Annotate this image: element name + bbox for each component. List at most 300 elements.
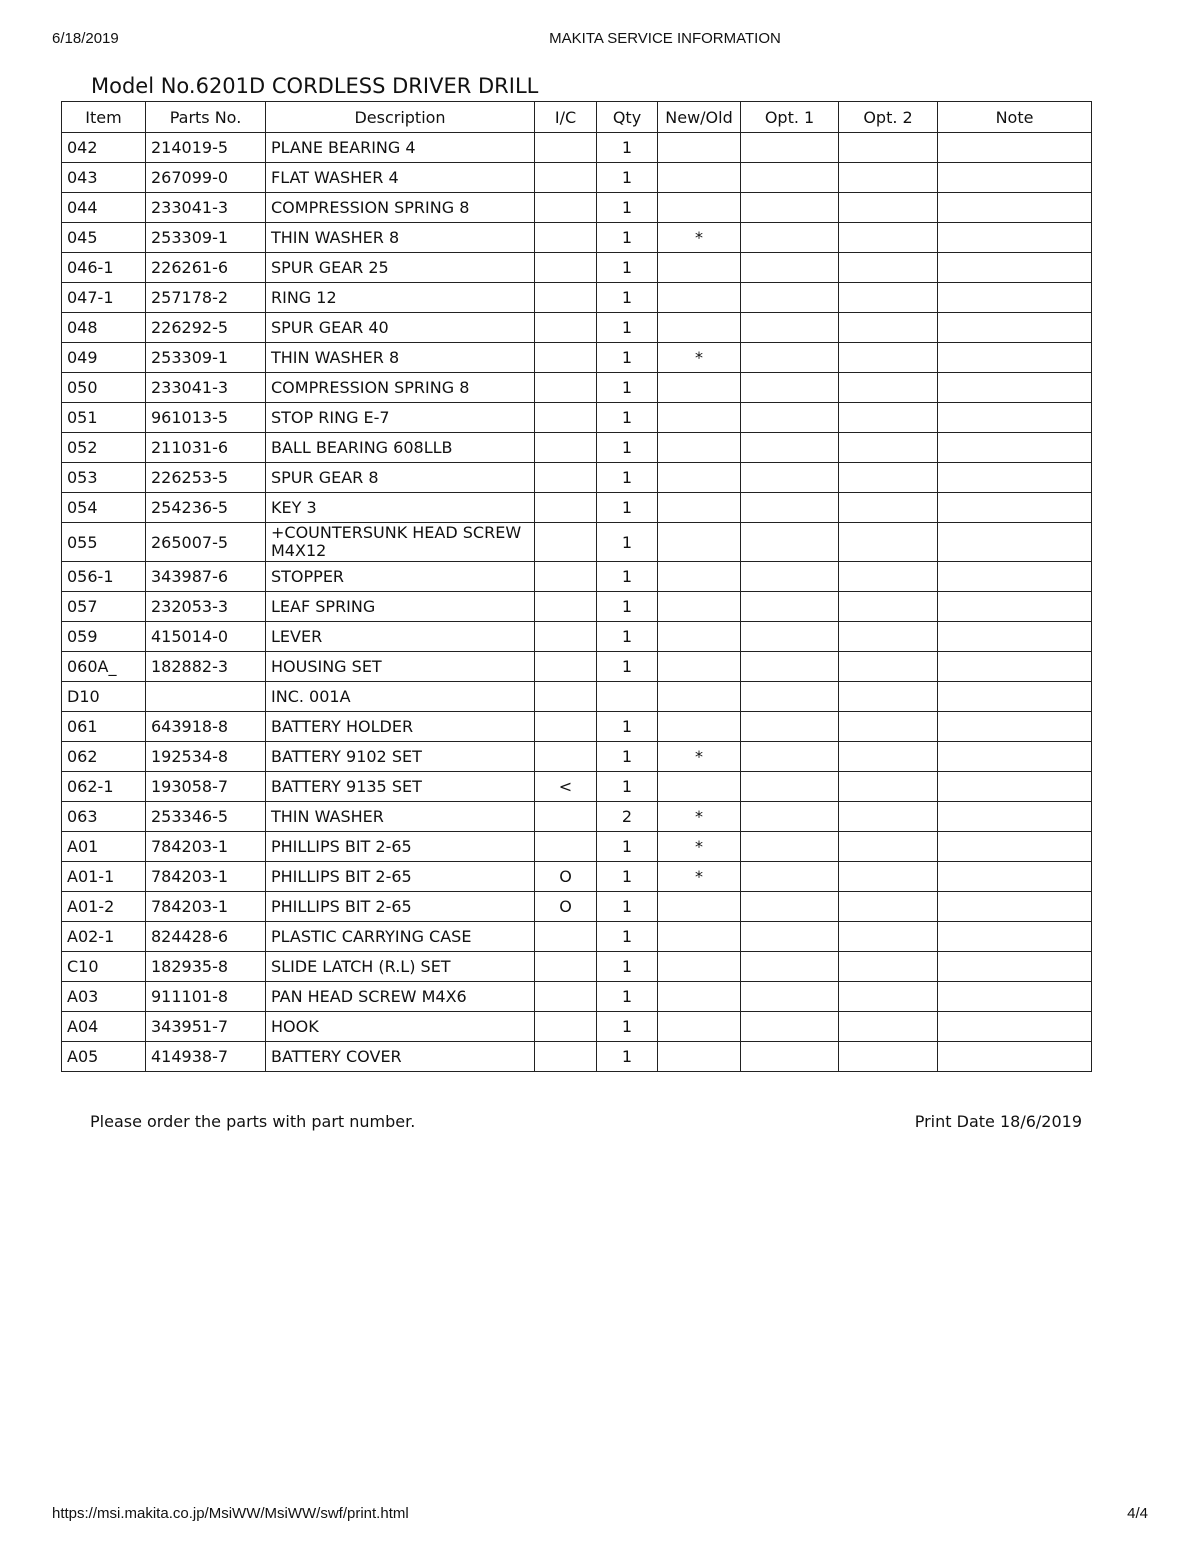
table-row (62, 493, 1092, 523)
cell-new-old (658, 523, 741, 562)
cell-ic (535, 463, 597, 493)
cell-note (938, 313, 1092, 343)
cell-item: 046-1 (62, 253, 146, 283)
cell-new-old (658, 682, 741, 712)
cell-ic (535, 283, 597, 313)
cell-qty: 1 (597, 922, 658, 952)
cell-qty: 1 (597, 223, 658, 253)
cell-description: PAN HEAD SCREW M4X6 (266, 982, 535, 1012)
cell-opt1 (741, 592, 839, 622)
cell-ic (535, 343, 597, 373)
cell-opt1 (741, 562, 839, 592)
cell-new-old (658, 313, 741, 343)
cell-new-old (658, 622, 741, 652)
cell-qty: 1 (597, 313, 658, 343)
cell-note (938, 133, 1092, 163)
cell-note (938, 592, 1092, 622)
cell-ic (535, 1012, 597, 1042)
cell-opt2 (839, 712, 938, 742)
cell-description: PLASTIC CARRYING CASE (266, 922, 535, 952)
cell-opt2 (839, 283, 938, 313)
table-row (62, 622, 1092, 652)
cell-opt2 (839, 652, 938, 682)
cell-part-number: 182882-3 (146, 652, 266, 682)
cell-note (938, 862, 1092, 892)
cell-part-number: 232053-3 (146, 592, 266, 622)
cell-new-old (658, 652, 741, 682)
cell-opt1 (741, 463, 839, 493)
cell-opt1 (741, 523, 839, 562)
cell-qty: 1 (597, 1012, 658, 1042)
cell-qty: 1 (597, 592, 658, 622)
cell-opt1 (741, 652, 839, 682)
cell-note (938, 772, 1092, 802)
cell-new-old (658, 193, 741, 223)
cell-part-number (146, 682, 266, 712)
cell-opt2 (839, 373, 938, 403)
cell-ic (535, 253, 597, 283)
cell-item: 053 (62, 463, 146, 493)
cell-description: BATTERY COVER (266, 1042, 535, 1072)
table-row (62, 892, 1092, 922)
cell-ic (535, 802, 597, 832)
cell-part-number: 784203-1 (146, 832, 266, 862)
page-url: https://msi.makita.co.jp/MsiWW/MsiWW/swf/print.html (52, 1505, 409, 1522)
cell-part-number: 254236-5 (146, 493, 266, 523)
cell-item: 048 (62, 313, 146, 343)
cell-ic (535, 622, 597, 652)
cell-ic: O (535, 892, 597, 922)
cell-note (938, 283, 1092, 313)
table-row (62, 343, 1092, 373)
cell-description: BATTERY 9102 SET (266, 742, 535, 772)
cell-note (938, 712, 1092, 742)
cell-opt2 (839, 802, 938, 832)
cell-note (938, 622, 1092, 652)
cell-qty: 1 (597, 712, 658, 742)
cell-new-old: * (658, 802, 741, 832)
cell-ic (535, 742, 597, 772)
cell-part-number: 267099-0 (146, 163, 266, 193)
cell-description: COMPRESSION SPRING 8 (266, 373, 535, 403)
cell-qty: 1 (597, 772, 658, 802)
cell-new-old (658, 562, 741, 592)
cell-item: A05 (62, 1042, 146, 1072)
cell-description: THIN WASHER 8 (266, 223, 535, 253)
cell-part-number: 182935-8 (146, 952, 266, 982)
cell-note (938, 193, 1092, 223)
cell-part-number: 265007-5 (146, 523, 266, 562)
cell-opt1 (741, 982, 839, 1012)
cell-qty: 1 (597, 862, 658, 892)
cell-description: PLANE BEARING 4 (266, 133, 535, 163)
header-title: MAKITA SERVICE INFORMATION (549, 30, 781, 47)
cell-opt1 (741, 862, 839, 892)
cell-opt1 (741, 952, 839, 982)
cell-description: SPUR GEAR 25 (266, 253, 535, 283)
cell-opt1 (741, 433, 839, 463)
cell-opt2 (839, 403, 938, 433)
cell-qty: 1 (597, 463, 658, 493)
cell-part-number: 257178-2 (146, 283, 266, 313)
cell-item: 062 (62, 742, 146, 772)
cell-opt1 (741, 1042, 839, 1072)
cell-opt1 (741, 622, 839, 652)
cell-description: INC. 001A (266, 682, 535, 712)
cell-note (938, 223, 1092, 253)
cell-ic (535, 493, 597, 523)
cell-new-old (658, 982, 741, 1012)
cell-note (938, 493, 1092, 523)
cell-note (938, 802, 1092, 832)
cell-description: COMPRESSION SPRING 8 (266, 193, 535, 223)
cell-opt2 (839, 682, 938, 712)
cell-opt2 (839, 772, 938, 802)
cell-opt1 (741, 193, 839, 223)
cell-new-old (658, 433, 741, 463)
table-row (62, 562, 1092, 592)
table-row (62, 652, 1092, 682)
cell-item: A04 (62, 1012, 146, 1042)
cell-description: HOUSING SET (266, 652, 535, 682)
cell-item: 049 (62, 343, 146, 373)
cell-opt2 (839, 1042, 938, 1072)
cell-item: A01 (62, 832, 146, 862)
cell-ic: O (535, 862, 597, 892)
table-row (62, 223, 1092, 253)
cell-ic (535, 133, 597, 163)
cell-note (938, 832, 1092, 862)
cell-new-old (658, 403, 741, 433)
cell-opt1 (741, 223, 839, 253)
table-row (62, 742, 1092, 772)
cell-ic (535, 982, 597, 1012)
cell-opt2 (839, 952, 938, 982)
cell-item: C10 (62, 952, 146, 982)
cell-opt1 (741, 313, 839, 343)
cell-opt1 (741, 772, 839, 802)
cell-qty: 1 (597, 892, 658, 922)
cell-opt1 (741, 493, 839, 523)
cell-item: 062-1 (62, 772, 146, 802)
cell-opt2 (839, 523, 938, 562)
cell-part-number: 214019-5 (146, 133, 266, 163)
cell-opt1 (741, 403, 839, 433)
cell-item: 054 (62, 493, 146, 523)
column-header: Item (62, 102, 146, 133)
order-note: Please order the parts with part number. (90, 1112, 416, 1131)
cell-ic (535, 562, 597, 592)
cell-part-number: 414938-7 (146, 1042, 266, 1072)
table-row (62, 922, 1092, 952)
cell-note (938, 463, 1092, 493)
cell-new-old (658, 1012, 741, 1042)
cell-qty: 1 (597, 163, 658, 193)
cell-new-old (658, 892, 741, 922)
cell-qty: 1 (597, 493, 658, 523)
cell-qty: 1 (597, 373, 658, 403)
cell-description: KEY 3 (266, 493, 535, 523)
cell-ic: < (535, 772, 597, 802)
cell-new-old: * (658, 343, 741, 373)
cell-opt1 (741, 892, 839, 922)
cell-description: BATTERY 9135 SET (266, 772, 535, 802)
cell-opt2 (839, 493, 938, 523)
table-row (62, 463, 1092, 493)
cell-item: 045 (62, 223, 146, 253)
cell-ic (535, 1042, 597, 1072)
cell-new-old (658, 952, 741, 982)
table-row (62, 403, 1092, 433)
cell-part-number: 343951-7 (146, 1012, 266, 1042)
cell-opt2 (839, 982, 938, 1012)
cell-description: PHILLIPS BIT 2-65 (266, 892, 535, 922)
table-row (62, 373, 1092, 403)
cell-opt2 (839, 343, 938, 373)
cell-new-old: * (658, 832, 741, 862)
cell-note (938, 163, 1092, 193)
cell-qty: 1 (597, 562, 658, 592)
cell-description: LEVER (266, 622, 535, 652)
cell-item: 059 (62, 622, 146, 652)
cell-new-old: * (658, 742, 741, 772)
table-row (62, 982, 1092, 1012)
table-row (62, 433, 1092, 463)
cell-new-old (658, 1042, 741, 1072)
cell-note (938, 922, 1092, 952)
cell-part-number: 415014-0 (146, 622, 266, 652)
cell-description: SPUR GEAR 8 (266, 463, 535, 493)
cell-item: D10 (62, 682, 146, 712)
cell-note (938, 742, 1092, 772)
cell-qty: 1 (597, 952, 658, 982)
cell-ic (535, 682, 597, 712)
cell-description: STOP RING E-7 (266, 403, 535, 433)
parts-table-body (62, 133, 1092, 1072)
cell-qty: 1 (597, 193, 658, 223)
cell-item: 050 (62, 373, 146, 403)
cell-part-number: 824428-6 (146, 922, 266, 952)
cell-part-number: 643918-8 (146, 712, 266, 742)
cell-qty: 1 (597, 832, 658, 862)
cell-qty: 1 (597, 283, 658, 313)
cell-description: SLIDE LATCH (R.L) SET (266, 952, 535, 982)
cell-opt1 (741, 712, 839, 742)
cell-ic (535, 523, 597, 562)
header-date: 6/18/2019 (52, 30, 119, 47)
cell-item: 056-1 (62, 562, 146, 592)
cell-qty: 1 (597, 343, 658, 373)
cell-note (938, 1012, 1092, 1042)
cell-part-number: 233041-3 (146, 193, 266, 223)
cell-opt2 (839, 163, 938, 193)
column-header: New/Old (658, 102, 741, 133)
cell-part-number: 253309-1 (146, 223, 266, 253)
cell-opt1 (741, 802, 839, 832)
cell-ic (535, 433, 597, 463)
cell-new-old (658, 592, 741, 622)
cell-item: 055 (62, 523, 146, 562)
cell-description: THIN WASHER (266, 802, 535, 832)
table-row (62, 862, 1092, 892)
cell-part-number: 192534-8 (146, 742, 266, 772)
cell-ic (535, 832, 597, 862)
cell-item: 060A_ (62, 652, 146, 682)
table-row (62, 772, 1092, 802)
cell-description: SPUR GEAR 40 (266, 313, 535, 343)
cell-note (938, 652, 1092, 682)
cell-new-old: * (658, 862, 741, 892)
cell-description: +COUNTERSUNK HEAD SCREW M4X12 (266, 523, 535, 562)
cell-opt2 (839, 922, 938, 952)
cell-description: RING 12 (266, 283, 535, 313)
cell-item: 061 (62, 712, 146, 742)
cell-description: STOPPER (266, 562, 535, 592)
cell-ic (535, 193, 597, 223)
cell-part-number: 343987-6 (146, 562, 266, 592)
column-header: Description (266, 102, 535, 133)
cell-part-number: 226253-5 (146, 463, 266, 493)
table-row (62, 193, 1092, 223)
cell-note (938, 892, 1092, 922)
cell-item: 052 (62, 433, 146, 463)
cell-part-number: 211031-6 (146, 433, 266, 463)
cell-part-number: 226261-6 (146, 253, 266, 283)
cell-qty: 2 (597, 802, 658, 832)
cell-opt2 (839, 253, 938, 283)
table-header-row (62, 102, 1092, 133)
cell-opt2 (839, 463, 938, 493)
cell-opt1 (741, 163, 839, 193)
cell-opt2 (839, 622, 938, 652)
cell-opt1 (741, 133, 839, 163)
table-row (62, 952, 1092, 982)
cell-note (938, 253, 1092, 283)
cell-opt2 (839, 133, 938, 163)
cell-description: PHILLIPS BIT 2-65 (266, 832, 535, 862)
cell-opt1 (741, 922, 839, 952)
cell-opt2 (839, 1012, 938, 1042)
cell-description: HOOK (266, 1012, 535, 1042)
cell-opt2 (839, 592, 938, 622)
cell-opt1 (741, 253, 839, 283)
cell-ic (535, 313, 597, 343)
table-row (62, 1042, 1092, 1072)
cell-qty (597, 682, 658, 712)
cell-opt2 (839, 433, 938, 463)
cell-description: LEAF SPRING (266, 592, 535, 622)
cell-new-old: * (658, 223, 741, 253)
cell-part-number: 253309-1 (146, 343, 266, 373)
cell-note (938, 523, 1092, 562)
column-header: I/C (535, 102, 597, 133)
cell-opt1 (741, 832, 839, 862)
cell-new-old (658, 922, 741, 952)
table-row (62, 313, 1092, 343)
cell-part-number: 193058-7 (146, 772, 266, 802)
cell-new-old (658, 712, 741, 742)
cell-qty: 1 (597, 622, 658, 652)
cell-opt2 (839, 313, 938, 343)
page-number: 4/4 (1127, 1505, 1148, 1522)
table-row (62, 283, 1092, 313)
cell-opt2 (839, 832, 938, 862)
cell-note (938, 373, 1092, 403)
cell-qty: 1 (597, 1042, 658, 1072)
cell-new-old (658, 133, 741, 163)
table-row (62, 163, 1092, 193)
cell-part-number: 911101-8 (146, 982, 266, 1012)
print-date: Print Date 18/6/2019 (914, 1112, 1082, 1131)
cell-note (938, 1042, 1092, 1072)
table-row (62, 133, 1092, 163)
cell-opt2 (839, 892, 938, 922)
cell-new-old (658, 253, 741, 283)
cell-qty: 1 (597, 982, 658, 1012)
cell-part-number: 961013-5 (146, 403, 266, 433)
table-row (62, 682, 1092, 712)
cell-opt2 (839, 223, 938, 253)
cell-item: A03 (62, 982, 146, 1012)
cell-note (938, 982, 1092, 1012)
model-title: Model No.6201D CORDLESS DRIVER DRILL (91, 74, 539, 98)
table-row (62, 802, 1092, 832)
cell-qty: 1 (597, 652, 658, 682)
cell-note (938, 433, 1092, 463)
column-header: Qty (597, 102, 658, 133)
cell-qty: 1 (597, 253, 658, 283)
cell-note (938, 682, 1092, 712)
cell-new-old (658, 463, 741, 493)
cell-part-number: 784203-1 (146, 862, 266, 892)
cell-ic (535, 712, 597, 742)
cell-qty: 1 (597, 133, 658, 163)
cell-opt2 (839, 193, 938, 223)
cell-item: 044 (62, 193, 146, 223)
parts-table (61, 101, 1092, 1072)
cell-part-number: 233041-3 (146, 373, 266, 403)
cell-opt1 (741, 682, 839, 712)
cell-item: A01-2 (62, 892, 146, 922)
column-header: Opt. 2 (839, 102, 938, 133)
cell-opt1 (741, 283, 839, 313)
table-row (62, 712, 1092, 742)
table-row (62, 523, 1092, 562)
column-header: Opt. 1 (741, 102, 839, 133)
cell-item: 063 (62, 802, 146, 832)
cell-description: THIN WASHER 8 (266, 343, 535, 373)
cell-ic (535, 373, 597, 403)
cell-ic (535, 652, 597, 682)
cell-opt1 (741, 373, 839, 403)
cell-item: 043 (62, 163, 146, 193)
cell-opt1 (741, 343, 839, 373)
cell-note (938, 343, 1092, 373)
cell-new-old (658, 493, 741, 523)
cell-description: PHILLIPS BIT 2-65 (266, 862, 535, 892)
cell-item: A01-1 (62, 862, 146, 892)
cell-part-number: 226292-5 (146, 313, 266, 343)
cell-ic (535, 403, 597, 433)
cell-part-number: 784203-1 (146, 892, 266, 922)
cell-note (938, 562, 1092, 592)
cell-qty: 1 (597, 742, 658, 772)
cell-item: 047-1 (62, 283, 146, 313)
cell-description: BATTERY HOLDER (266, 712, 535, 742)
table-row (62, 832, 1092, 862)
cell-new-old (658, 283, 741, 313)
cell-new-old (658, 772, 741, 802)
